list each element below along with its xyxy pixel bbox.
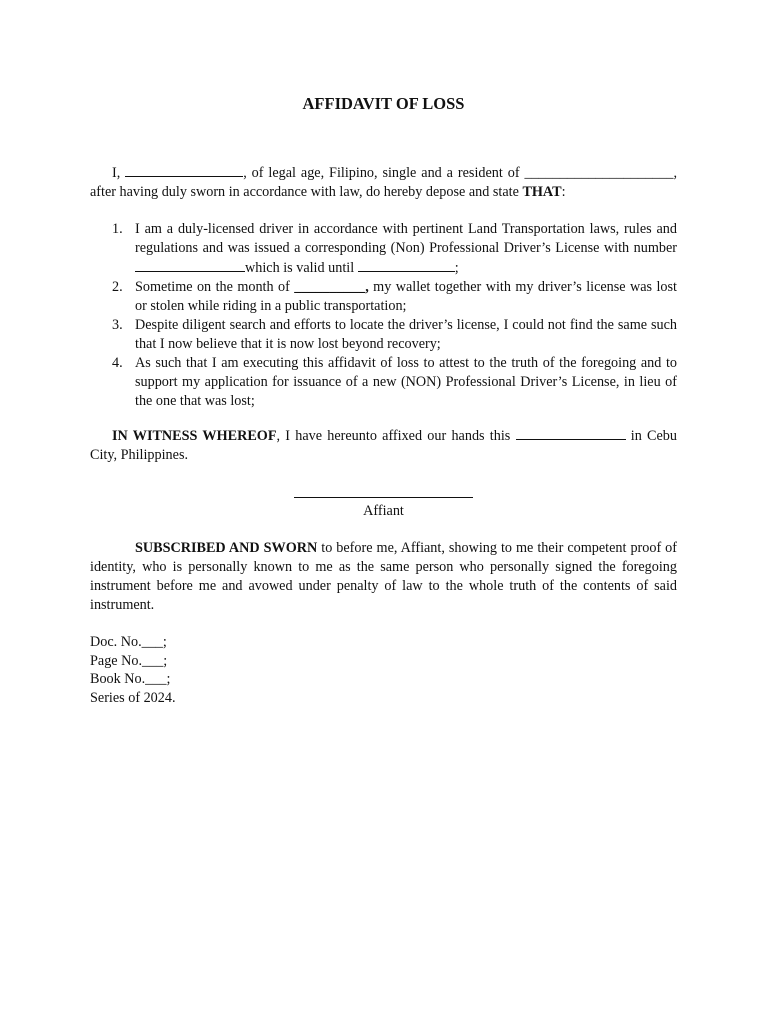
intro-paragraph [90,163,677,202]
sworn-bold: SUBSCRIBED AND SWORN [135,540,318,556]
item3-text: Despite diligent search and efforts to locate the driver’s license, I could not find the same such that I now believe that it is now lost beyond recovery; [135,317,677,352]
month-blank: __________, [294,279,369,295]
item2-text-b: my wallet together with my driver’s license was lost or stolen while riding in a public transportation; [135,279,677,314]
item1-text-c: ; [454,260,459,276]
statement-list [90,220,677,411]
book-no: Book No.___; [90,671,171,687]
intro-colon: : [561,184,566,200]
date-blank [516,426,626,440]
list-item [90,278,677,316]
list-item [90,354,677,411]
intro-that: THAT [522,184,562,200]
signature-line [294,497,473,498]
item2-text-a: Sometime on the month of [135,279,295,295]
sworn-text: to before me, Affiant, showing to me their competent proof of identity, who is personally known to me as the same person who personally signed the foregoing instrument before me and avowed under penalty of law to the whole truth of the contents of said instrument. [90,540,678,613]
item1-text-a: I am a duly-licensed driver in accordance with pertinent Land Transportation laws, rules and regulations and was issued a corresponding (Non) Professional Driver’s License with number [135,221,677,256]
intro-line2: after having duly sworn in accordance with law, do hereby depose and state [90,184,523,200]
witness-text-b: in Cebu City, Philippines. [90,428,677,463]
notarial-register [90,633,390,707]
list-item-number: 3. [112,317,123,333]
witness-bold: IN WITNESS WHEREOF [112,428,277,444]
affiant-label: Affiant [363,503,404,519]
valid-until-blank [358,258,455,272]
list-item [90,316,677,354]
list-item-number: 1. [112,221,123,237]
list-item-number: 2. [112,279,123,295]
item1-text-b: which is valid until [245,260,358,276]
witness-paragraph [90,426,677,465]
doc-no: Doc. No.___; [90,634,167,650]
document-title: AFFIDAVIT OF LOSS [302,94,465,113]
resident-blank: _____________________, [524,165,677,181]
jurat-paragraph [90,539,677,615]
intro-after-name: , of legal age, Filipino, single and a resident of [243,165,520,181]
intro-i: I, [112,165,121,181]
list-item-number: 4. [112,355,123,371]
series-year: Series of 2024. [90,689,176,706]
page-no: Page No.___; [90,652,168,669]
item4-text: As such that I am executing this affidavit of loss to attest to the truth of the foregoing and to support my application for issuance of a new (NON) Professional Driver’s License, in lieu of the one that was lost; [135,355,677,409]
license-number-blank [135,258,245,272]
list-item [90,220,677,278]
name-blank [125,163,243,177]
witness-text-a: , I have hereunto affixed our hands this [276,428,516,444]
